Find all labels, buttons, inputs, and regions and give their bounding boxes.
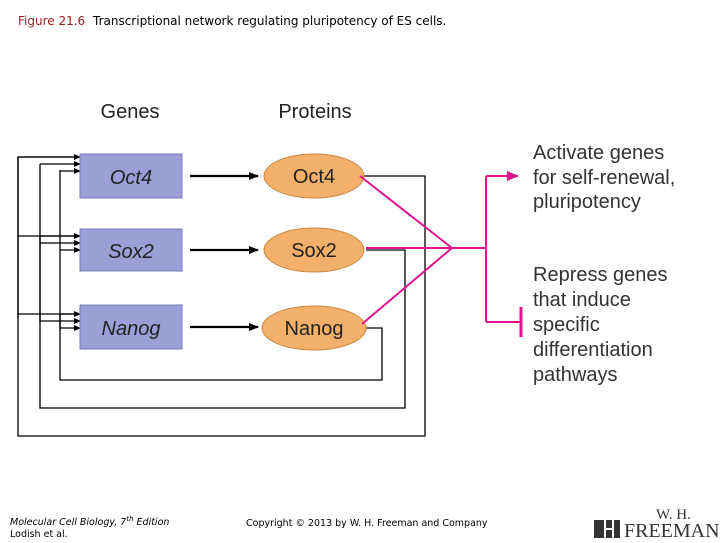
repress-line-4: differentiation [533,339,653,361]
figure-label: Figure 21.6 [18,14,86,28]
feedback-loops [18,157,425,436]
publisher-logo [594,507,720,542]
repress-genes-text [533,264,668,386]
proteins-header: Proteins [278,101,352,123]
book-authors: Lodish et al. [10,529,68,541]
repress-line-3: specific [533,314,600,336]
gene-oct4-label: Oct4 [109,167,153,189]
book-citation [10,513,169,541]
gene-oct4 [80,154,182,198]
logo-freeman-text: FREEMAN [624,520,720,542]
logo-squares-icon [594,520,620,538]
protein-nanog [262,306,366,350]
edition-suffix: Edition [133,517,170,529]
oct4-regulatory-line [360,176,452,248]
regulatory-lines [360,176,521,337]
gene-sox2-label: Sox2 [108,241,154,263]
protein-nanog-label: Nanog [284,318,344,340]
oct4-feedback-line [18,157,425,436]
activate-line-1: Activate genes [533,142,665,164]
activate-line-3: pluripotency [533,191,641,213]
logo-wh-text: W. H. [656,507,691,523]
protein-sox2-label: Sox2 [291,240,337,262]
protein-sox2 [264,228,364,272]
gene-sox2 [80,229,182,271]
repress-line-5: pathways [533,364,618,386]
repress-line-1: Repress genes [533,264,668,286]
protein-oct4 [264,154,364,198]
figure-title: Transcriptional network regulating pluripotency of ES cells. [93,14,447,28]
genes-header: Genes [100,101,160,123]
copyright-notice: Copyright © 2013 by W. H. Freeman and Company [246,518,488,529]
repress-line-2: that induce [533,289,631,311]
gene-nanog-label: Nanog [101,318,161,340]
book-title: Molecular Cell Biology, 7 [10,517,127,529]
gene-nanog [80,305,182,349]
edition-superscript: th [126,515,134,523]
activate-genes-text [533,142,675,213]
protein-oct4-label: Oct4 [292,166,336,188]
expression-arrows [190,176,258,327]
gene-input-arrows [18,157,80,328]
activate-line-2: for self-renewal, [533,167,676,189]
nanog-regulatory-line [362,248,452,324]
